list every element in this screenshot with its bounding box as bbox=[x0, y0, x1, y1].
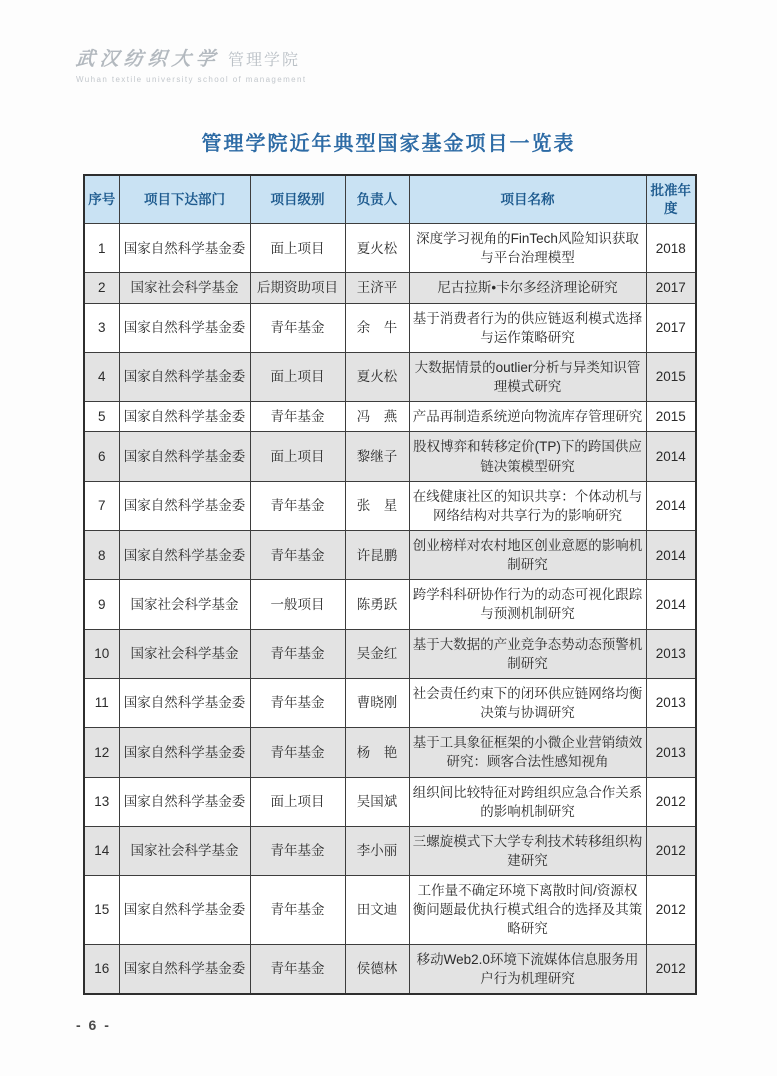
cell-no: 12 bbox=[84, 728, 119, 777]
cell-leader: 夏火松 bbox=[345, 224, 409, 273]
table-row bbox=[84, 224, 696, 273]
table-row bbox=[84, 432, 696, 481]
cell-year: 2017 bbox=[646, 303, 696, 352]
university-name-english: Wuhan textile university school of management bbox=[76, 75, 307, 84]
table-row bbox=[84, 530, 696, 579]
header-level: 项目级别 bbox=[250, 175, 345, 224]
cell-name: 组织间比较特征对跨组织应急合作关系的影响机制研究 bbox=[409, 777, 646, 826]
cell-department: 国家社会科学基金 bbox=[119, 273, 250, 303]
cell-year: 2015 bbox=[646, 352, 696, 401]
cell-level: 青年基金 bbox=[250, 876, 345, 944]
cell-name: 跨学科科研协作行为的动态可视化跟踪与预测机制研究 bbox=[409, 580, 646, 629]
cell-department: 国家社会科学基金 bbox=[119, 629, 250, 678]
cell-year: 2013 bbox=[646, 629, 696, 678]
cell-year: 2014 bbox=[646, 481, 696, 530]
cell-name: 创业榜样对农村地区创业意愿的影响机制研究 bbox=[409, 530, 646, 579]
fund-projects-table bbox=[83, 174, 697, 995]
cell-no: 14 bbox=[84, 826, 119, 875]
cell-level: 青年基金 bbox=[250, 481, 345, 530]
cell-level: 面上项目 bbox=[250, 432, 345, 481]
cell-year: 2012 bbox=[646, 777, 696, 826]
cell-leader: 李小丽 bbox=[345, 826, 409, 875]
header-department: 项目下达部门 bbox=[119, 175, 250, 224]
cell-department: 国家自然科学基金委 bbox=[119, 224, 250, 273]
cell-level: 面上项目 bbox=[250, 224, 345, 273]
cell-no: 1 bbox=[84, 224, 119, 273]
cell-year: 2018 bbox=[646, 224, 696, 273]
cell-department: 国家自然科学基金委 bbox=[119, 352, 250, 401]
cell-no: 2 bbox=[84, 273, 119, 303]
cell-year: 2012 bbox=[646, 826, 696, 875]
cell-level: 青年基金 bbox=[250, 530, 345, 579]
cell-department: 国家自然科学基金委 bbox=[119, 481, 250, 530]
cell-level: 后期资助项目 bbox=[250, 273, 345, 303]
cell-no: 7 bbox=[84, 481, 119, 530]
table-body bbox=[84, 224, 696, 994]
cell-level: 青年基金 bbox=[250, 678, 345, 727]
cell-level: 青年基金 bbox=[250, 728, 345, 777]
cell-leader: 吴金红 bbox=[345, 629, 409, 678]
cell-level: 面上项目 bbox=[250, 777, 345, 826]
cell-year: 2012 bbox=[646, 944, 696, 994]
table-row bbox=[84, 303, 696, 352]
cell-leader: 吴国斌 bbox=[345, 777, 409, 826]
cell-department: 国家自然科学基金委 bbox=[119, 777, 250, 826]
cell-leader: 余 牛 bbox=[345, 303, 409, 352]
table-row bbox=[84, 944, 696, 994]
cell-leader: 王济平 bbox=[345, 273, 409, 303]
cell-no: 9 bbox=[84, 580, 119, 629]
cell-year: 2013 bbox=[646, 728, 696, 777]
table-row bbox=[84, 580, 696, 629]
cell-leader: 田文迪 bbox=[345, 876, 409, 944]
cell-level: 青年基金 bbox=[250, 826, 345, 875]
cell-leader: 冯 燕 bbox=[345, 402, 409, 432]
cell-year: 2015 bbox=[646, 402, 696, 432]
cell-name: 社会责任约束下的闭环供应链网络均衡决策与协调研究 bbox=[409, 678, 646, 727]
table-row bbox=[84, 402, 696, 432]
cell-year: 2014 bbox=[646, 432, 696, 481]
cell-name: 股权博弈和转移定价(TP)下的跨国供应链决策模型研究 bbox=[409, 432, 646, 481]
header-year: 批准年度 bbox=[646, 175, 696, 224]
cell-department: 国家社会科学基金 bbox=[119, 826, 250, 875]
table-row bbox=[84, 728, 696, 777]
cell-leader: 张 星 bbox=[345, 481, 409, 530]
cell-no: 15 bbox=[84, 876, 119, 944]
cell-level: 青年基金 bbox=[250, 629, 345, 678]
cell-year: 2013 bbox=[646, 678, 696, 727]
cell-leader: 曹晓刚 bbox=[345, 678, 409, 727]
cell-name: 基于工具象征框架的小微企业营销绩效研究：顾客合法性感知视角 bbox=[409, 728, 646, 777]
cell-level: 面上项目 bbox=[250, 352, 345, 401]
cell-name: 深度学习视角的FinTech风险知识获取与平台治理模型 bbox=[409, 224, 646, 273]
header-no: 序号 bbox=[84, 175, 119, 224]
page-number: - 6 - bbox=[76, 1017, 111, 1033]
cell-no: 5 bbox=[84, 402, 119, 432]
cell-year: 2014 bbox=[646, 530, 696, 579]
table-row bbox=[84, 678, 696, 727]
cell-department: 国家自然科学基金委 bbox=[119, 944, 250, 994]
table-header bbox=[84, 175, 696, 224]
table-row bbox=[84, 273, 696, 303]
cell-level: 一般项目 bbox=[250, 580, 345, 629]
cell-leader: 陈勇跃 bbox=[345, 580, 409, 629]
cell-leader: 夏火松 bbox=[345, 352, 409, 401]
cell-name: 基于消费者行为的供应链返利模式选择与运作策略研究 bbox=[409, 303, 646, 352]
cell-department: 国家自然科学基金委 bbox=[119, 728, 250, 777]
cell-department: 国家自然科学基金委 bbox=[119, 876, 250, 944]
department-name: 管理学院 bbox=[228, 52, 301, 69]
cell-leader: 许昆鹏 bbox=[345, 530, 409, 579]
cell-no: 10 bbox=[84, 629, 119, 678]
cell-name: 基于大数据的产业竞争态势动态预警机制研究 bbox=[409, 629, 646, 678]
cell-name: 大数据情景的outlier分析与异类知识管理模式研究 bbox=[409, 352, 646, 401]
header-name: 项目名称 bbox=[409, 175, 646, 224]
university-name-calligraphy: 武汉纺织大学 bbox=[74, 49, 221, 70]
cell-leader: 杨 艳 bbox=[345, 728, 409, 777]
cell-department: 国家自然科学基金委 bbox=[119, 678, 250, 727]
cell-year: 2014 bbox=[646, 580, 696, 629]
cell-department: 国家自然科学基金委 bbox=[119, 303, 250, 352]
cell-no: 3 bbox=[84, 303, 119, 352]
cell-level: 青年基金 bbox=[250, 944, 345, 994]
page-title: 管理学院近年典型国家基金项目一览表 bbox=[201, 133, 576, 155]
cell-department: 国家自然科学基金委 bbox=[119, 432, 250, 481]
cell-leader: 侯德林 bbox=[345, 944, 409, 994]
cell-level: 青年基金 bbox=[250, 402, 345, 432]
cell-year: 2012 bbox=[646, 876, 696, 944]
cell-no: 8 bbox=[84, 530, 119, 579]
table-row bbox=[84, 777, 696, 826]
table-row bbox=[84, 352, 696, 401]
header-leader: 负责人 bbox=[345, 175, 409, 224]
cell-name: 移动Web2.0环境下流媒体信息服务用户行为机理研究 bbox=[409, 944, 646, 994]
university-logo bbox=[76, 44, 307, 84]
cell-leader: 黎继子 bbox=[345, 432, 409, 481]
cell-no: 4 bbox=[84, 352, 119, 401]
cell-level: 青年基金 bbox=[250, 303, 345, 352]
cell-year: 2017 bbox=[646, 273, 696, 303]
cell-name: 尼古拉斯•卡尔多经济理论研究 bbox=[409, 273, 646, 303]
cell-name: 产品再制造系统逆向物流库存管理研究 bbox=[409, 402, 646, 432]
cell-name: 在线健康社区的知识共享：个体动机与网络结构对共享行为的影响研究 bbox=[409, 481, 646, 530]
cell-department: 国家自然科学基金委 bbox=[119, 402, 250, 432]
table-row bbox=[84, 629, 696, 678]
table-row bbox=[84, 826, 696, 875]
cell-department: 国家自然科学基金委 bbox=[119, 530, 250, 579]
cell-department: 国家社会科学基金 bbox=[119, 580, 250, 629]
table-row bbox=[84, 876, 696, 944]
cell-no: 11 bbox=[84, 678, 119, 727]
cell-name: 三螺旋模式下大学专利技术转移组织构建研究 bbox=[409, 826, 646, 875]
cell-no: 13 bbox=[84, 777, 119, 826]
cell-no: 16 bbox=[84, 944, 119, 994]
cell-name: 工作量不确定环境下离散时间/资源权衡问题最优执行模式组合的选择及其策略研究 bbox=[409, 876, 646, 944]
cell-no: 6 bbox=[84, 432, 119, 481]
table-row bbox=[84, 481, 696, 530]
